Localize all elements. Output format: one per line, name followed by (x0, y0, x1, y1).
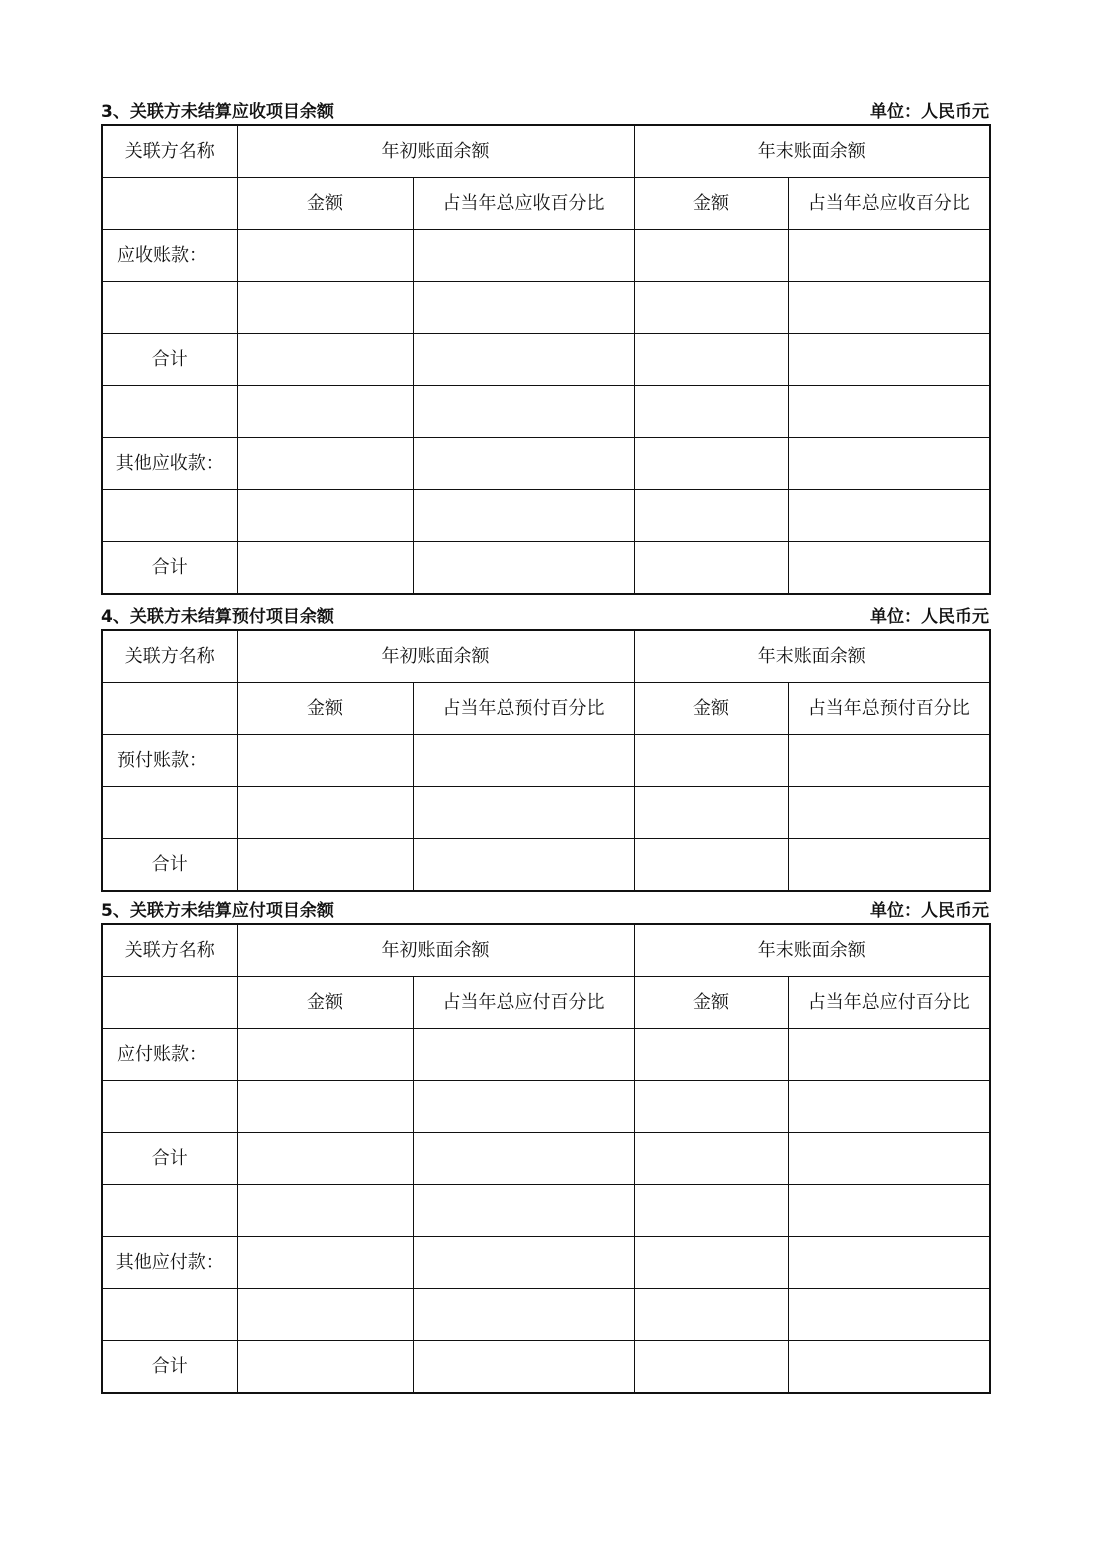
cell-amount[interactable] (237, 1185, 413, 1237)
unit-label: 单位：人民币元 (870, 607, 989, 627)
cell-amount[interactable] (634, 787, 788, 839)
table-row (102, 230, 990, 282)
cell-empty (102, 683, 237, 735)
table-row (102, 490, 990, 542)
table-row (102, 1029, 990, 1081)
row-label: 应收账款： (102, 230, 237, 282)
header-begin-balance: 年初账面余额 (237, 924, 634, 977)
cell-percentage[interactable] (413, 490, 634, 542)
header-end-balance: 年末账面余额 (634, 630, 990, 683)
header-name: 关联方名称 (102, 125, 237, 178)
row-label: 合计 (102, 1341, 237, 1394)
row-label[interactable] (102, 787, 237, 839)
cell-amount[interactable] (634, 1029, 788, 1081)
cell-percentage[interactable] (788, 1185, 990, 1237)
cell-amount[interactable] (237, 438, 413, 490)
table-row (102, 1237, 990, 1289)
header-name: 关联方名称 (102, 630, 237, 683)
header-percentage: 占当年总应收百分比 (788, 178, 990, 230)
table-row (102, 839, 990, 892)
cell-percentage[interactable] (413, 334, 634, 386)
cell-percentage[interactable] (413, 386, 634, 438)
row-label: 合计 (102, 542, 237, 595)
header-name: 关联方名称 (102, 924, 237, 977)
cell-percentage[interactable] (413, 1289, 634, 1341)
table-header-row (102, 924, 990, 977)
table-subheader-row (102, 178, 990, 230)
cell-percentage[interactable] (413, 1081, 634, 1133)
cell-percentage[interactable] (413, 542, 634, 595)
cell-percentage[interactable] (788, 386, 990, 438)
cell-amount[interactable] (634, 1185, 788, 1237)
header-amount: 金额 (634, 977, 788, 1029)
table-row (102, 542, 990, 595)
cell-amount[interactable] (634, 1289, 788, 1341)
cell-percentage[interactable] (788, 230, 990, 282)
table-row (102, 1185, 990, 1237)
cell-percentage[interactable] (788, 1081, 990, 1133)
table-subheader-row (102, 977, 990, 1029)
table-header-row (102, 630, 990, 683)
cell-amount[interactable] (237, 386, 413, 438)
receivables-table (101, 124, 991, 595)
row-label: 预付账款： (102, 735, 237, 787)
table-row (102, 735, 990, 787)
header-percentage: 占当年总预付百分比 (413, 683, 634, 735)
table-row (102, 787, 990, 839)
cell-amount[interactable] (237, 1081, 413, 1133)
cell-empty (102, 977, 237, 1029)
cell-amount[interactable] (634, 282, 788, 334)
cell-percentage[interactable] (788, 334, 990, 386)
header-amount: 金额 (634, 178, 788, 230)
cell-amount[interactable] (634, 230, 788, 282)
cell-percentage[interactable] (788, 1237, 990, 1289)
header-percentage: 占当年总应付百分比 (788, 977, 990, 1029)
cell-percentage[interactable] (413, 230, 634, 282)
unit-label: 单位：人民币元 (870, 102, 989, 122)
header-amount: 金额 (634, 683, 788, 735)
payables-table (101, 923, 991, 1394)
row-label[interactable] (102, 282, 237, 334)
cell-percentage[interactable] (413, 1185, 634, 1237)
row-label: 其他应付款： (102, 1237, 237, 1289)
header-begin-balance: 年初账面余额 (237, 630, 634, 683)
row-label[interactable] (102, 1289, 237, 1341)
cell-percentage[interactable] (788, 438, 990, 490)
section-header (101, 100, 989, 124)
table-row (102, 282, 990, 334)
cell-amount[interactable] (237, 1029, 413, 1081)
header-amount: 金额 (237, 178, 413, 230)
section-title: 3、关联方未结算应收项目余额 (101, 102, 334, 122)
cell-amount[interactable] (634, 334, 788, 386)
cell-amount[interactable] (634, 1081, 788, 1133)
header-percentage: 占当年总应付百分比 (413, 977, 634, 1029)
cell-amount[interactable] (237, 839, 413, 892)
cell-amount[interactable] (634, 438, 788, 490)
cell-amount[interactable] (634, 1237, 788, 1289)
cell-percentage[interactable] (788, 1133, 990, 1185)
cell-percentage[interactable] (413, 1237, 634, 1289)
table-row (102, 1081, 990, 1133)
cell-percentage[interactable] (413, 735, 634, 787)
cell-amount[interactable] (634, 1341, 788, 1394)
section-header (101, 605, 989, 629)
cell-amount[interactable] (237, 282, 413, 334)
cell-percentage[interactable] (788, 1341, 990, 1394)
cell-percentage[interactable] (788, 735, 990, 787)
cell-amount[interactable] (237, 787, 413, 839)
row-label: 合计 (102, 334, 237, 386)
cell-amount[interactable] (237, 490, 413, 542)
cell-percentage[interactable] (413, 282, 634, 334)
table-row (102, 1289, 990, 1341)
row-label[interactable] (102, 1081, 237, 1133)
table-row (102, 1133, 990, 1185)
table-row (102, 1341, 990, 1394)
cell-amount[interactable] (634, 490, 788, 542)
cell-percentage[interactable] (788, 282, 990, 334)
cell-percentage[interactable] (413, 1029, 634, 1081)
cell-percentage[interactable] (788, 542, 990, 595)
row-label: 合计 (102, 839, 237, 892)
cell-amount[interactable] (237, 542, 413, 595)
cell-percentage[interactable] (788, 839, 990, 892)
section-header (101, 899, 989, 923)
cell-percentage[interactable] (788, 1289, 990, 1341)
cell-percentage[interactable] (788, 1029, 990, 1081)
section-prepayments (101, 605, 989, 892)
section-title: 4、关联方未结算预付项目余额 (101, 607, 334, 627)
table-row (102, 334, 990, 386)
cell-percentage[interactable] (413, 787, 634, 839)
row-label[interactable] (102, 386, 237, 438)
cell-amount[interactable] (634, 839, 788, 892)
cell-percentage[interactable] (413, 1341, 634, 1394)
header-percentage: 占当年总预付百分比 (788, 683, 990, 735)
cell-amount[interactable] (634, 386, 788, 438)
cell-amount[interactable] (634, 735, 788, 787)
cell-percentage[interactable] (413, 839, 634, 892)
header-percentage: 占当年总应收百分比 (413, 178, 634, 230)
row-label[interactable] (102, 490, 237, 542)
row-label: 应付账款： (102, 1029, 237, 1081)
row-label[interactable] (102, 1185, 237, 1237)
cell-amount[interactable] (237, 230, 413, 282)
row-label: 合计 (102, 1133, 237, 1185)
cell-amount[interactable] (237, 1289, 413, 1341)
cell-amount[interactable] (634, 542, 788, 595)
section-receivables (101, 100, 989, 595)
cell-amount[interactable] (237, 1133, 413, 1185)
table-subheader-row (102, 683, 990, 735)
cell-amount[interactable] (237, 735, 413, 787)
cell-amount[interactable] (634, 1133, 788, 1185)
unit-label: 单位：人民币元 (870, 901, 989, 921)
cell-percentage[interactable] (413, 1133, 634, 1185)
cell-amount[interactable] (237, 1341, 413, 1394)
table-header-row (102, 125, 990, 178)
header-end-balance: 年末账面余额 (634, 924, 990, 977)
header-amount: 金额 (237, 977, 413, 1029)
cell-amount[interactable] (237, 1237, 413, 1289)
cell-percentage[interactable] (788, 490, 990, 542)
table-row (102, 438, 990, 490)
prepayments-table (101, 629, 991, 892)
header-end-balance: 年末账面余额 (634, 125, 990, 178)
header-begin-balance: 年初账面余额 (237, 125, 634, 178)
row-label: 其他应收款： (102, 438, 237, 490)
section-payables (101, 899, 989, 1394)
header-amount: 金额 (237, 683, 413, 735)
cell-amount[interactable] (237, 334, 413, 386)
table-row (102, 386, 990, 438)
section-title: 5、关联方未结算应付项目余额 (101, 901, 334, 921)
cell-percentage[interactable] (413, 438, 634, 490)
cell-empty (102, 178, 237, 230)
cell-percentage[interactable] (788, 787, 990, 839)
